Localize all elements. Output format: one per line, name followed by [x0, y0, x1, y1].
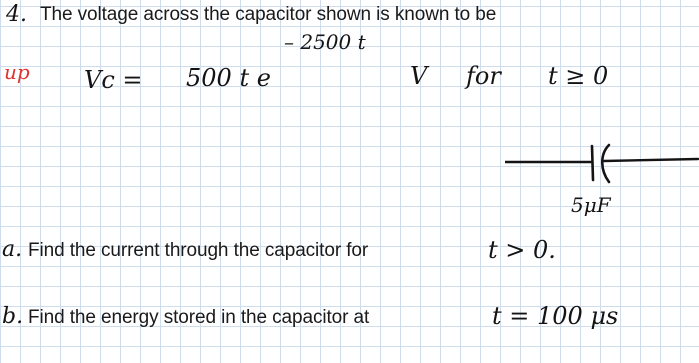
part-a-text: Find the current through the capacitor for: [28, 240, 369, 261]
part-b-text: Find the energy stored in the capacitor at: [28, 307, 370, 328]
equation-unit: V: [410, 62, 428, 90]
equation-exponent: – 2500 t: [284, 30, 366, 54]
problem-statement: The voltage across the capacitor shown is known to be: [40, 4, 497, 25]
problem-number: 4.: [6, 2, 27, 27]
capacitor-right-wire: [604, 159, 698, 161]
capacitor-plate-curved: [602, 145, 609, 182]
equation-lhs: Vc =: [84, 66, 143, 94]
equation-for-word: for: [466, 62, 501, 90]
unit-marker: up: [4, 60, 30, 84]
part-a-letter: a.: [2, 237, 23, 262]
equation-rhs: 500 t e: [186, 64, 271, 92]
part-b-letter: b.: [2, 304, 24, 329]
capacitor-plate-flat: [592, 146, 593, 180]
equation-condition: t ≥ 0: [548, 62, 609, 90]
capacitance-label: 5μF: [571, 193, 611, 217]
capacitor-symbol-icon: [505, 140, 699, 190]
part-b-condition: t = 100 μs: [492, 302, 619, 330]
part-a-condition: t > 0.: [488, 236, 556, 264]
